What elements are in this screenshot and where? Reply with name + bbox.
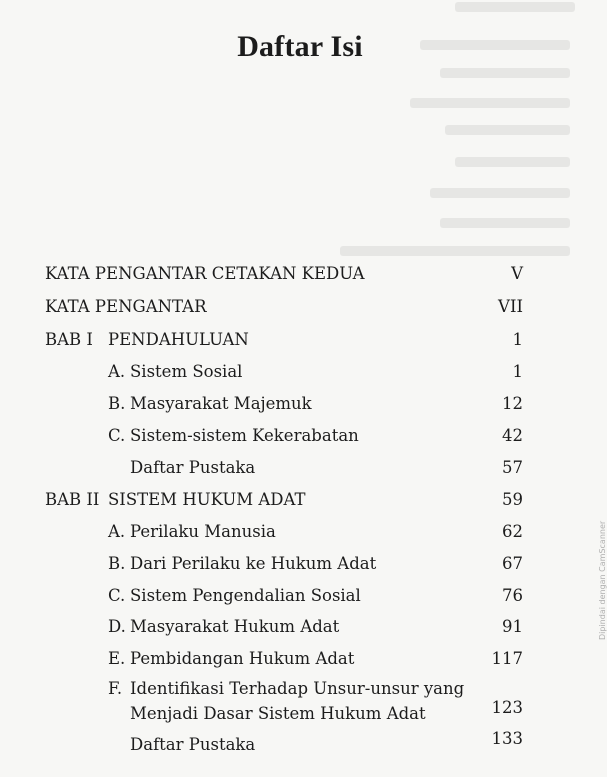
- toc-section-title: Masyarakat Hukum Adat: [130, 617, 340, 636]
- toc-section-letter: D.: [108, 617, 126, 636]
- toc-page-number: 42: [502, 426, 523, 445]
- toc-page-number: 67: [502, 554, 523, 573]
- toc-section-letter: A.: [108, 362, 126, 381]
- toc-section-title: Masyarakat Majemuk: [130, 394, 312, 413]
- toc-section-title: Dari Perilaku ke Hukum Adat: [130, 554, 377, 573]
- toc-entry-label: KATA PENGANTAR CETAKAN KEDUA: [45, 264, 365, 283]
- toc-chapter-title: PENDAHULUAN: [108, 330, 249, 349]
- toc-chapter-title: SISTEM HUKUM ADAT: [108, 490, 306, 509]
- toc-section-letter: F.: [108, 679, 123, 698]
- toc-section-title: Perilaku Manusia: [130, 522, 276, 541]
- toc-section-title: Sistem Pengendalian Sosial: [130, 586, 361, 605]
- toc-chapter-number: BAB I: [45, 330, 93, 349]
- toc-page-number: 62: [502, 522, 523, 541]
- toc-section-title: Daftar Pustaka: [130, 735, 256, 754]
- toc-page-number: 57: [502, 458, 523, 477]
- toc-section-letter: B.: [108, 394, 126, 413]
- toc-section-letter: E.: [108, 649, 126, 668]
- toc-page-number: 117: [491, 649, 523, 668]
- toc-page-number: 76: [502, 586, 523, 605]
- toc-chapter-number: BAB II: [45, 490, 100, 509]
- toc-section-letter: C.: [108, 586, 126, 605]
- toc-section-title-continued: Menjadi Dasar Sistem Hukum Adat: [130, 704, 426, 723]
- toc-section-letter: A.: [108, 522, 126, 541]
- toc-page-number: VII: [498, 297, 523, 316]
- toc-section-letter: B.: [108, 554, 126, 573]
- toc-page-number: 123: [491, 698, 523, 717]
- toc-section-title: Identifikasi Terhadap Unsur-unsur yang: [130, 679, 465, 698]
- toc-page-number: 1: [512, 330, 523, 349]
- toc-entry-label: KATA PENGANTAR: [45, 297, 207, 316]
- scanner-watermark: Dipindai dengan CamScanner: [598, 520, 607, 640]
- toc-page-number: V: [511, 264, 523, 283]
- toc-section-title: Sistem-sistem Kekerabatan: [130, 426, 359, 445]
- toc-section-title: Sistem Sosial: [130, 362, 243, 381]
- toc-section-title: Pembidangan Hukum Adat: [130, 649, 355, 668]
- toc-page-number: 133: [491, 729, 523, 748]
- toc-page-number: 1: [512, 362, 523, 381]
- page-title: Daftar Isi: [237, 30, 363, 63]
- toc-section-letter: C.: [108, 426, 126, 445]
- toc-page-number: 12: [502, 394, 523, 413]
- toc-section-title: Daftar Pustaka: [130, 458, 256, 477]
- toc-page-number: 59: [502, 490, 523, 509]
- toc-page-number: 91: [502, 617, 523, 636]
